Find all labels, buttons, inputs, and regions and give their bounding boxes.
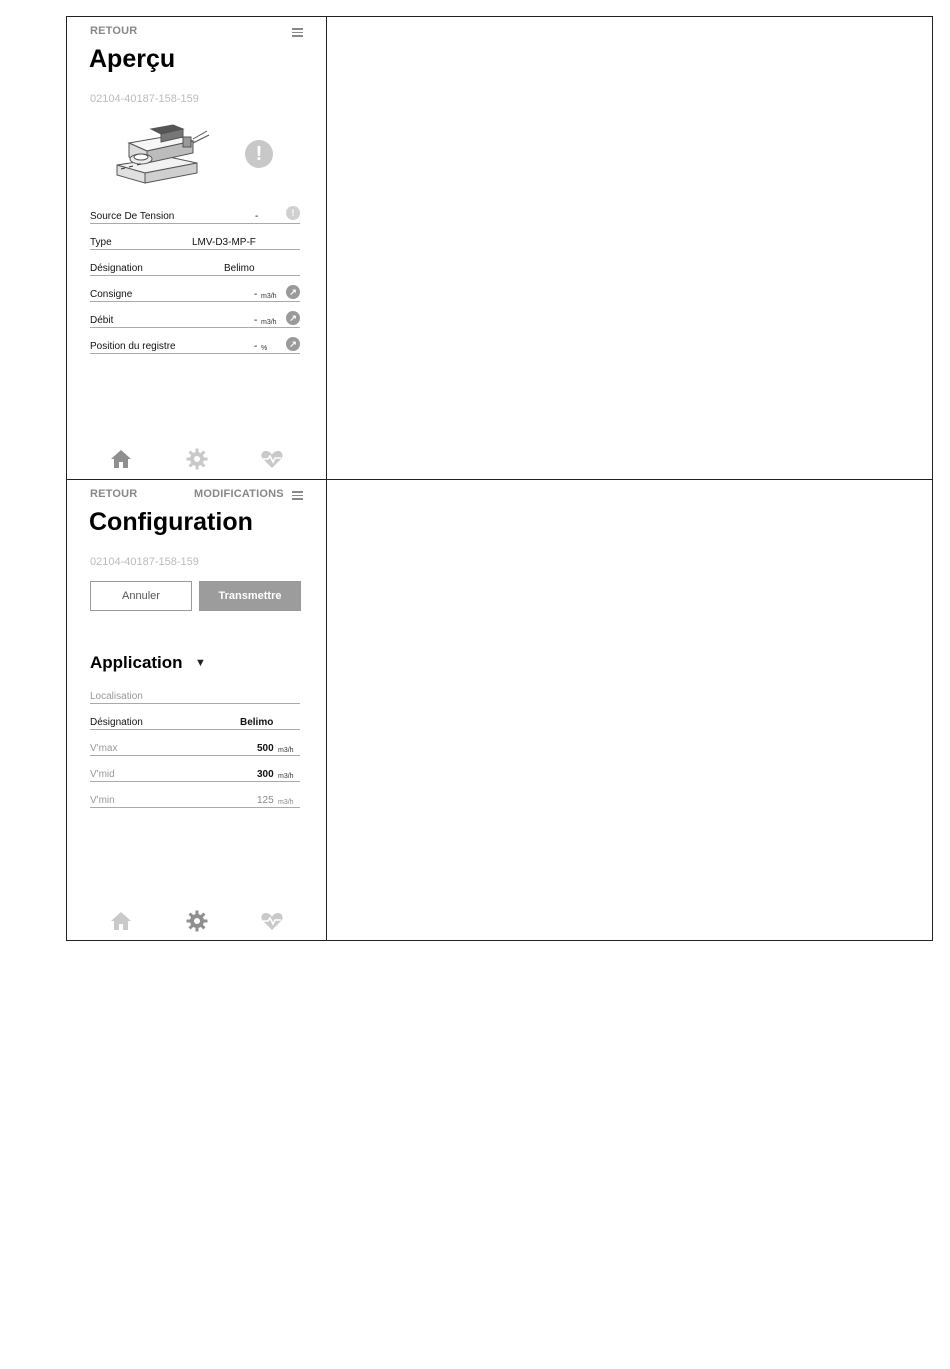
info-icon[interactable]: ! [286, 206, 300, 220]
row-value: Belimo [224, 263, 255, 274]
submit-button[interactable]: Transmettre [199, 581, 301, 611]
serial-number: 02104-40187-158-159 [90, 556, 199, 568]
row-label: Consigne [90, 289, 133, 300]
configuration-screen [67, 480, 326, 941]
row-unit: m3/h [261, 319, 277, 326]
gear-icon[interactable] [185, 909, 209, 933]
chart-icon[interactable]: ↗ [286, 285, 300, 299]
heart-pulse-icon[interactable] [260, 447, 284, 471]
row-position-registre [90, 337, 300, 354]
overview-screen [67, 17, 326, 479]
row-label: V'min [90, 795, 115, 806]
row-label: Localisation [90, 691, 143, 702]
row-consigne [90, 285, 300, 302]
actuator-illustration [111, 117, 231, 189]
bottom-nav [67, 909, 326, 933]
heart-pulse-icon[interactable] [260, 909, 284, 933]
row-value: - [255, 211, 259, 222]
back-link[interactable]: RETOUR [90, 488, 138, 500]
row-unit: m3/h [278, 799, 294, 806]
row-value: 300 [257, 769, 274, 780]
section-title[interactable]: Application [90, 653, 183, 672]
field-vmin[interactable] [90, 791, 300, 808]
row-type [90, 233, 300, 250]
row-label: Type [90, 237, 112, 248]
row-unit: m3/h [278, 747, 294, 754]
chart-icon[interactable]: ↗ [286, 337, 300, 351]
row-label: V'mid [90, 769, 115, 780]
field-vmax[interactable] [90, 739, 300, 756]
row-unit: m3/h [278, 773, 294, 780]
row-value: LMV-D3-MP-F [192, 237, 256, 248]
home-icon[interactable] [109, 909, 133, 933]
caret-down-icon[interactable]: ▼ [195, 657, 206, 669]
gear-icon[interactable] [185, 447, 209, 471]
row-value: - [254, 289, 258, 300]
home-icon[interactable] [109, 447, 133, 471]
hamburger-menu-icon[interactable] [292, 28, 303, 36]
row-label: V'max [90, 743, 118, 754]
row-value: - [254, 315, 258, 326]
row-label: Position du registre [90, 341, 176, 352]
row-label: Débit [90, 315, 114, 326]
page-title: Aperçu [89, 45, 176, 73]
row-value: - [254, 341, 258, 352]
row-label: Désignation [90, 263, 143, 274]
row-label: Désignation [90, 717, 143, 728]
row-label: Source De Tension [90, 211, 175, 222]
field-vmid[interactable] [90, 765, 300, 782]
row-unit: m3/h [261, 293, 277, 300]
exclamation-icon[interactable]: ! [245, 140, 273, 168]
field-localisation[interactable] [90, 687, 300, 704]
row-value: 500 [257, 743, 274, 754]
cancel-button[interactable]: Annuler [90, 581, 192, 611]
page-title: Configuration [89, 508, 253, 536]
row-source-de-tension [90, 207, 300, 224]
chart-icon[interactable]: ↗ [286, 311, 300, 325]
back-link[interactable]: RETOUR [90, 25, 138, 37]
field-designation[interactable] [90, 713, 300, 730]
bottom-nav [67, 447, 326, 471]
row-value: Belimo [240, 717, 274, 728]
hamburger-menu-icon[interactable] [292, 491, 303, 499]
modifications-link[interactable]: MODIFICATIONS [194, 488, 284, 500]
storyboard-frame [66, 16, 933, 941]
row-designation [90, 259, 300, 276]
row-unit: % [261, 345, 268, 352]
serial-number: 02104-40187-158-159 [90, 93, 199, 105]
row-debit [90, 311, 300, 328]
row-value: 125 [257, 795, 274, 806]
